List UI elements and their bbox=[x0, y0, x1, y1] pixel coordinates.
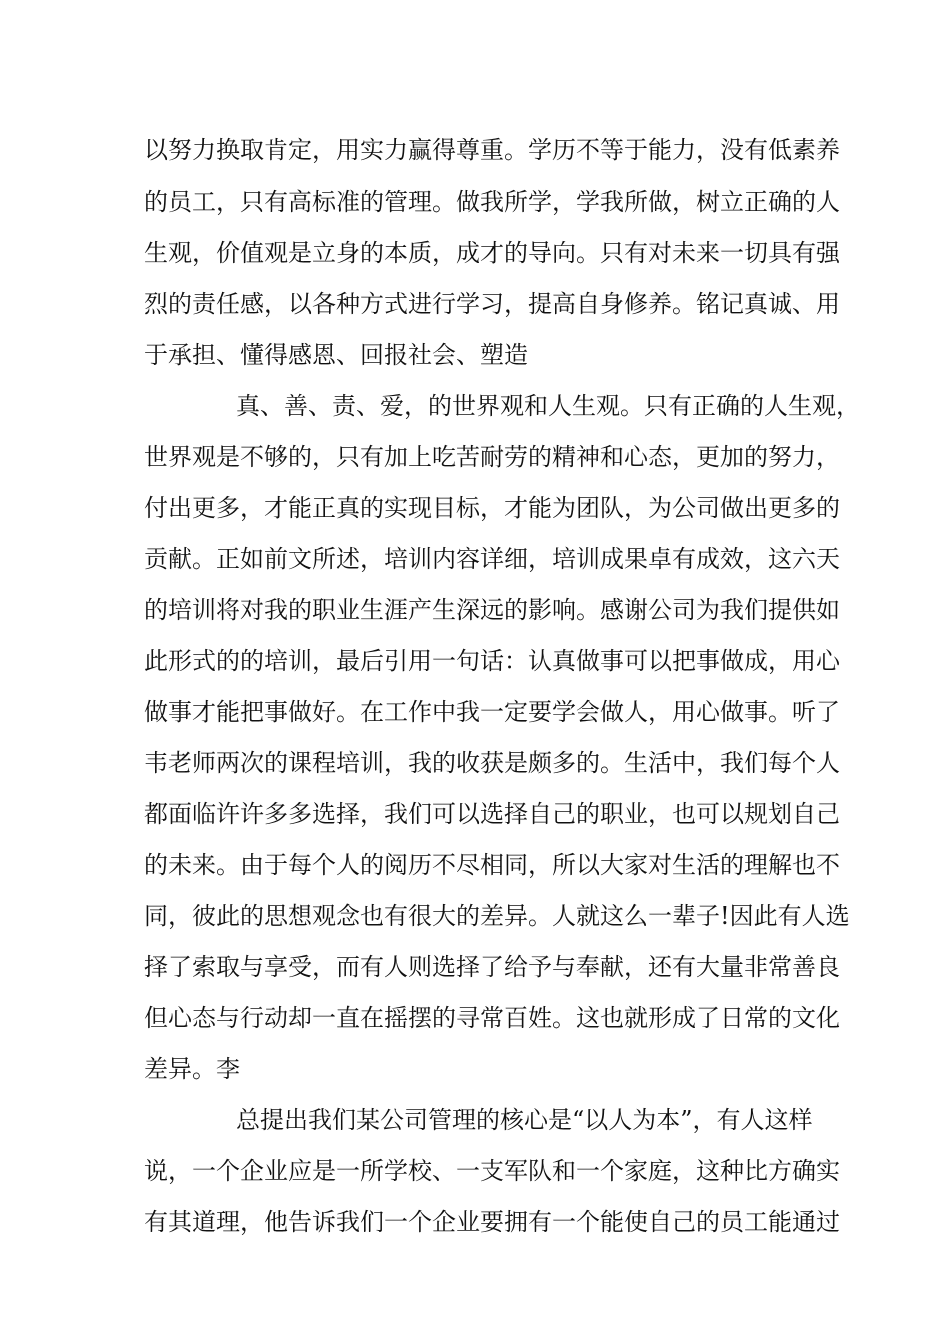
paragraph-first-line: 真、善、责、爱，的世界观和人生观。只有正确的人生观， bbox=[236, 392, 860, 420]
text-line: 世界观是不够的，只有加上吃苦耐劳的精神和心态，更加的努力， bbox=[144, 443, 840, 471]
text-line: 于承担、懂得感恩、回报社会、塑造 bbox=[144, 341, 528, 369]
text-line: 的培训将对我的职业生涯产生深远的影响。感谢公司为我们提供如 bbox=[144, 596, 840, 624]
text-line: 的员工，只有高标准的管理。做我所学，学我所做，树立正确的人 bbox=[144, 188, 840, 216]
text-line: 贡献。正如前文所述，培训内容详细，培训成果卓有成效，这六天 bbox=[144, 545, 840, 573]
paragraph-first-line: 总提出我们某公司管理的核心是“以人为本”，有人这样 bbox=[236, 1106, 813, 1134]
text-line: 择了索取与享受，而有人则选择了给予与奉献，还有大量非常善良 bbox=[144, 953, 840, 981]
text-line: 但心态与行动却一直在摇摆的寻常百姓。这也就形成了日常的文化 bbox=[144, 1004, 840, 1032]
text-line: 说，一个企业应是一所学校、一支军队和一个家庭，这种比方确实 bbox=[144, 1157, 840, 1185]
text-line: 韦老师两次的课程培训，我的收获是颇多的。生活中，我们每个人 bbox=[144, 749, 840, 777]
text-line: 以努力换取肯定，用实力赢得尊重。学历不等于能力，没有低素养 bbox=[144, 136, 840, 164]
text-line: 付出更多，才能正真的实现目标，才能为团队，为公司做出更多的 bbox=[144, 494, 840, 522]
text-line: 烈的责任感，以各种方式进行学习，提高自身修养。铭记真诚、用 bbox=[144, 290, 840, 318]
text-line: 此形式的的培训，最后引用一句话：认真做事可以把事做成，用心 bbox=[144, 647, 840, 675]
text-line: 做事才能把事做好。在工作中我一定要学会做人，用心做事。听了 bbox=[144, 698, 840, 726]
text-line: 有其道理，他告诉我们一个企业要拥有一个能使自己的员工能通过 bbox=[144, 1208, 840, 1236]
text-line: 同，彼此的思想观念也有很大的差异。人就这么一辈子!因此有人选 bbox=[144, 902, 850, 930]
text-line: 都面临许许多多选择，我们可以选择自己的职业，也可以规划自己 bbox=[144, 800, 840, 828]
text-line: 差异。李 bbox=[144, 1055, 240, 1083]
text-line: 生观，价值观是立身的本质，成才的导向。只有对未来一切具有强 bbox=[144, 239, 840, 267]
text-line: 的未来。由于每个人的阅历不尽相同，所以大家对生活的理解也不 bbox=[144, 851, 840, 879]
